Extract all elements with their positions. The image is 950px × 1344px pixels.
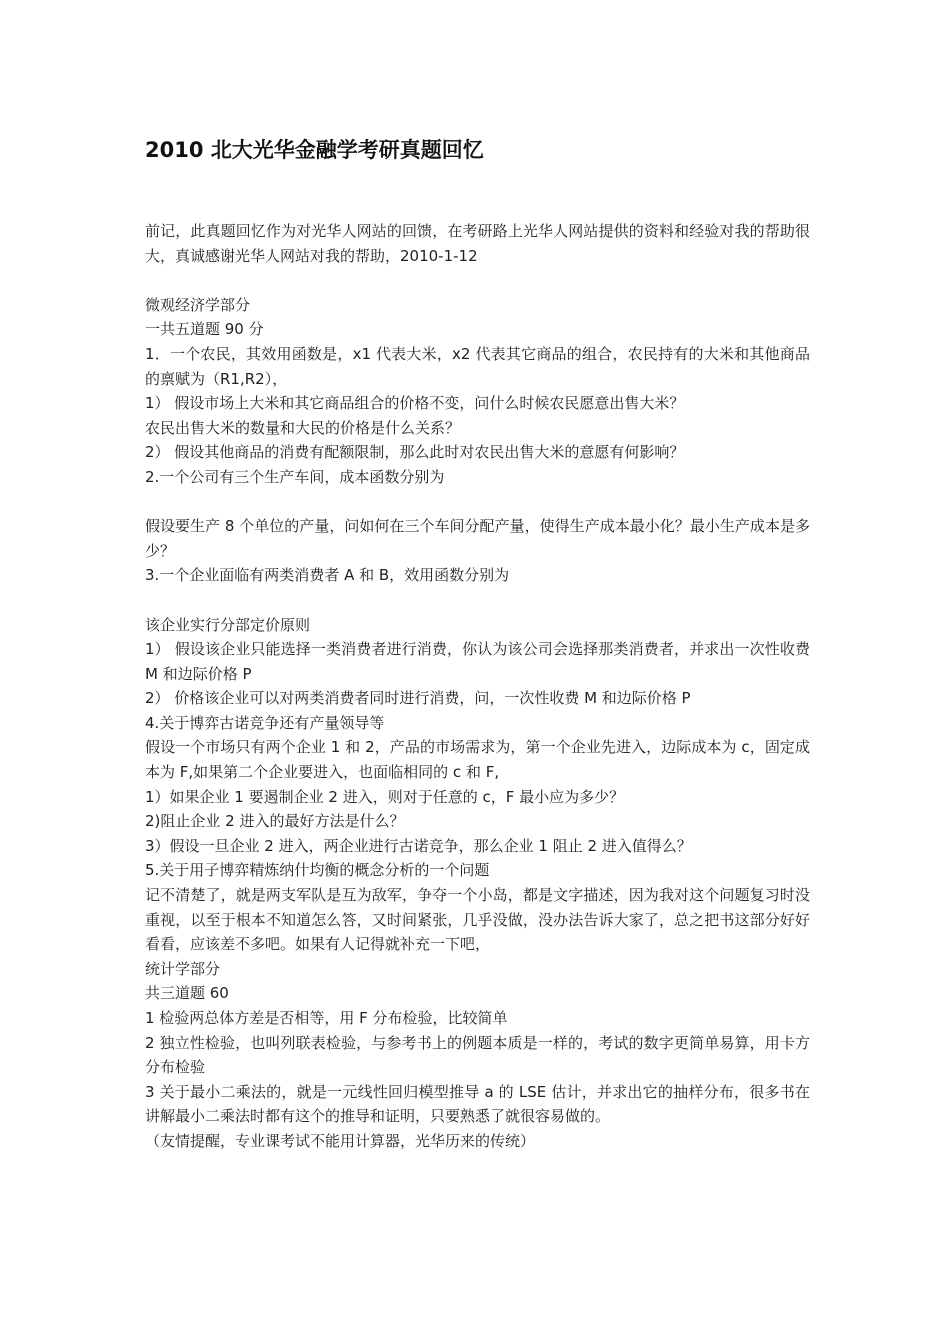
question-3-body: 该企业实行分部定价原则 <box>145 615 311 634</box>
section-score-micro: 一共五道题 90 分 <box>145 320 264 339</box>
question-4-part-1: 1）如果企业 1 要遏制企业 2 进入，则对于任意的 c，F 最小应为多少？ <box>145 787 625 806</box>
stats-question-1: 1 检验两总体方差是否相等，用 F 分布检验，比较简单 <box>145 1009 508 1027</box>
question-4: 4.关于博弈古诺竞争还有产量领导等 <box>145 713 385 732</box>
spacer <box>145 268 810 293</box>
preface-paragraph: 前记，此真题回忆作为对光华人网站的回馈，在考研路上光华人网站提供的资料和经验对我的帮助很大，真诚感谢光华人网站对我的帮助，2010-1-12 <box>145 222 810 265</box>
stats-question-3: 3 关于最小二乘法的，就是一元线性回归模型推导 a 的 LSE 估计，并求出它的抽样分布，很多书在讲解最小二乘法时都有这个的推导和证明，只要熟悉了就很容易做的。 <box>145 1082 810 1126</box>
document-title: 2010 北大光华金融学考研真题回忆 <box>145 138 484 162</box>
section-heading-micro: 微观经济学部分 <box>145 295 251 314</box>
question-5: 5.关于用子博弈精炼纳什均衡的概念分析的一个问题 <box>145 861 490 880</box>
stats-question-2: 2 独立性检验，也叫列联表检验，与参考书上的例题本质是一样的，考试的数字更简单易算，用卡方分布检验 <box>145 1033 810 1077</box>
closing-note: （友情提醒，专业课考试不能用计算器，光华历来的传统） <box>145 1131 536 1150</box>
question-4-part-2: 2)阻止企业 2 进入的最好方法是什么？ <box>145 812 405 831</box>
spacer <box>145 588 810 613</box>
question-4-part-3: 3）假设一旦企业 2 进入，两企业进行古诺竞争，那么企业 1 阻止 2 进入值得么？ <box>145 836 692 855</box>
question-2-body: 假设要生产 8 个单位的产量，问如何在三个车间分配产量，使得生产成本最小化？最小生产成本是多少？ <box>145 517 810 560</box>
question-1: 1．一个农民，其效用函数是，x1 代表大米，x2 代表其它商品的组合，农民持有的大米和其他商品的禀赋为（R1,R2）， <box>145 344 810 388</box>
question-4-body: 假设一个市场只有两个企业 1 和 2，产品的市场需求为，第一个企业先进入，边际成本为 c，固定成本为 F,如果第二个企业要进入，也面临相同的 c 和 F, <box>145 738 810 782</box>
question-1-part-2: 2） 假设其他商品的消费有配额限制，那么此时对农民出售大米的意愿有何影响？ <box>145 443 685 462</box>
document-body <box>145 219 810 1154</box>
question-1-part-1-cont: 农民出售大米的数量和大民的价格是什么关系？ <box>145 418 461 437</box>
section-score-stats: 共三道题 60 <box>145 984 229 1003</box>
question-3-part-1: 1） 假设该企业只能选择一类消费者进行消费，你认为该公司会选择那类消费者，并求出一次性收费 M 和边际价格 P <box>145 640 810 683</box>
question-3-part-2: 2） 价格该企业可以对两类消费者同时进行消费，问，一次性收费 M 和边际价格 P <box>145 689 691 708</box>
section-heading-stats: 统计学部分 <box>145 959 221 978</box>
spacer <box>145 490 810 515</box>
question-2: 2.一个公司有三个生产车间，成本函数分别为 <box>145 467 445 486</box>
question-5-body: 记不清楚了，就是两支军队是互为敌军，争夺一个小岛，都是文字描述，因为我对这个问题复习时没重视，以至于根本不知道怎么答，又时间紧张，几乎没做，没办法告诉大家了，总之把书这部分好好看看，应该差不多吧。如果有人记得就补充一下吧， <box>145 886 810 954</box>
question-1-part-1: 1） 假设市场上大米和其它商品组合的价格不变，问什么时候农民愿意出售大米？ <box>145 394 685 413</box>
question-3: 3.一个企业面临有两类消费者 A 和 B，效用函数分别为 <box>145 566 510 585</box>
